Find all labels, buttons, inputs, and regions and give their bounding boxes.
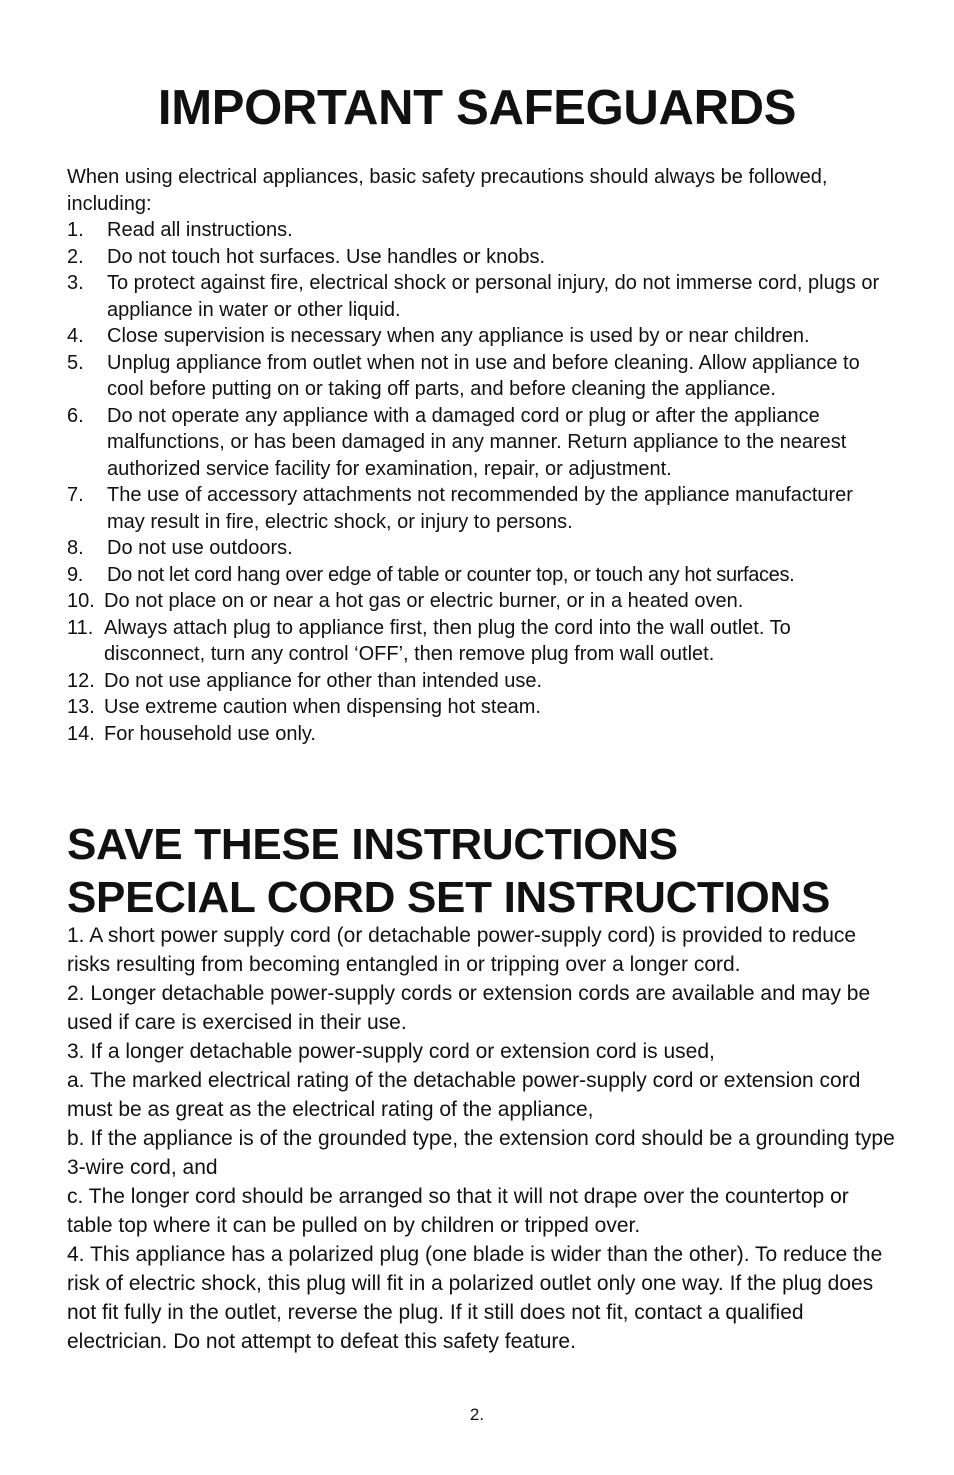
list-item-number: 10. [67,590,95,612]
cord-paragraph: b. If the appliance is of the grounded type, the extension cord should be a grounding type 3-wire cord, and [67,1127,895,1179]
list-item-text: Read all instructions. [107,219,293,241]
list-item-number: 11. [67,616,94,639]
list-item [67,217,887,244]
list-item [67,350,887,403]
list-item [67,270,887,323]
list-item [67,403,887,483]
list-item-text: For household use only. [104,722,316,745]
list-item-number: 12. [67,669,95,692]
list-item-number: 6. [67,404,84,427]
list-item [67,615,887,668]
list-item [67,244,887,271]
list-item-text: Do not place on or near a hot gas or electric burner, or in a heated oven. [104,590,744,612]
list-item-text: Unplug appliance from outlet when not in use and before cleaning. Allow appliance to cool before putting on or taking off parts, and before cleaning the appliance. [107,351,860,400]
list-item-number: 5. [67,351,84,374]
list-item-number: 2. [67,245,84,268]
list-item-text: Use extreme caution when dispensing hot steam. [104,696,541,718]
list-item-number: 1. [67,219,84,241]
list-item [67,562,887,589]
page-title: IMPORTANT SAFEGUARDS [157,81,797,135]
list-item-text: Do not let cord hang over edge of table or counter top, or touch any hot surfaces. [107,563,795,586]
list-item-number: 13. [67,696,95,718]
safeguards-list [67,217,887,747]
list-item-text: Do not use outdoors. [107,537,293,559]
list-item-text: Always attach plug to appliance first, then plug the cord into the wall outlet. To disconnect, turn any control ‘OFF’, then remove plug from wall outlet. [104,616,791,665]
cord-paragraph: 2. Longer detachable power-supply cords or extension cords are available and may be used if care is exercised in their use. [67,982,871,1034]
cord-paragraph: 1. A short power supply cord (or detachable power-supply cord) is provided to reduce risks resulting from becoming entangled in or tripping over a longer cord. [67,924,857,976]
section-heading [67,818,907,924]
list-item [67,721,887,748]
list-item-number: 9. [67,563,83,586]
cord-paragraph: c. The longer cord should be arranged so that it will not drape over the countertop or table top where it can be pulled on by children or tripped over. [67,1185,849,1237]
list-item [67,535,887,562]
list-item-number: 4. [67,325,84,347]
save-instructions-heading: SAVE THESE INSTRUCTIONS [67,820,678,869]
list-item-text: To protect against fire, electrical shock or personal injury, do not immerse cord, plugs or appliance in water or other liquid. [107,272,880,321]
cord-paragraph: 4. This appliance has a polarized plug (one blade is wider than the other). To reduce the risk of electric shock, this plug will fit in a polarized outlet only one way. If the plug does not fit fully in the outlet, reverse the plug. If it still does not fit, contact a qualified electrician. Do not attempt to defeat this safety feature. [67,1243,883,1353]
list-item [67,668,887,695]
cord-instructions [67,921,897,1356]
list-item-text: The use of accessory attachments not recommended by the appliance manufacturer may result in fire, electric shock, or injury to persons. [107,484,853,533]
list-item-number: 8. [67,537,84,559]
list-item [67,694,887,721]
cord-set-heading: SPECIAL CORD SET INSTRUCTIONS [67,873,830,922]
list-item [67,482,887,535]
cord-paragraph: 3. If a longer detachable power-supply cord or extension cord is used, [67,1040,715,1063]
list-item-text: Do not use appliance for other than intended use. [104,669,543,692]
list-item-number: 7. [67,484,84,506]
list-item-text: Do not operate any appliance with a damaged cord or plug or after the appliance malfunctions, or has been damaged in any manner. Return appliance to the nearest authorized service facility for examination, repair, or adjustment. [107,404,847,480]
list-item-number: 14. [67,722,95,745]
intro-text: When using electrical appliances, basic safety precautions should always be followed, including: [67,166,828,215]
list-item [67,323,887,350]
list-item-number: 3. [67,272,84,294]
list-item-text: Close supervision is necessary when any appliance is used by or near children. [107,325,810,347]
list-item-text: Do not touch hot surfaces. Use handles or knobs. [107,245,546,268]
page-number: 2. [469,1405,485,1424]
cord-paragraph: a. The marked electrical rating of the detachable power-supply cord or extension cord must be as great as the electrical rating of the appliance, [67,1069,861,1121]
list-item [67,588,887,615]
